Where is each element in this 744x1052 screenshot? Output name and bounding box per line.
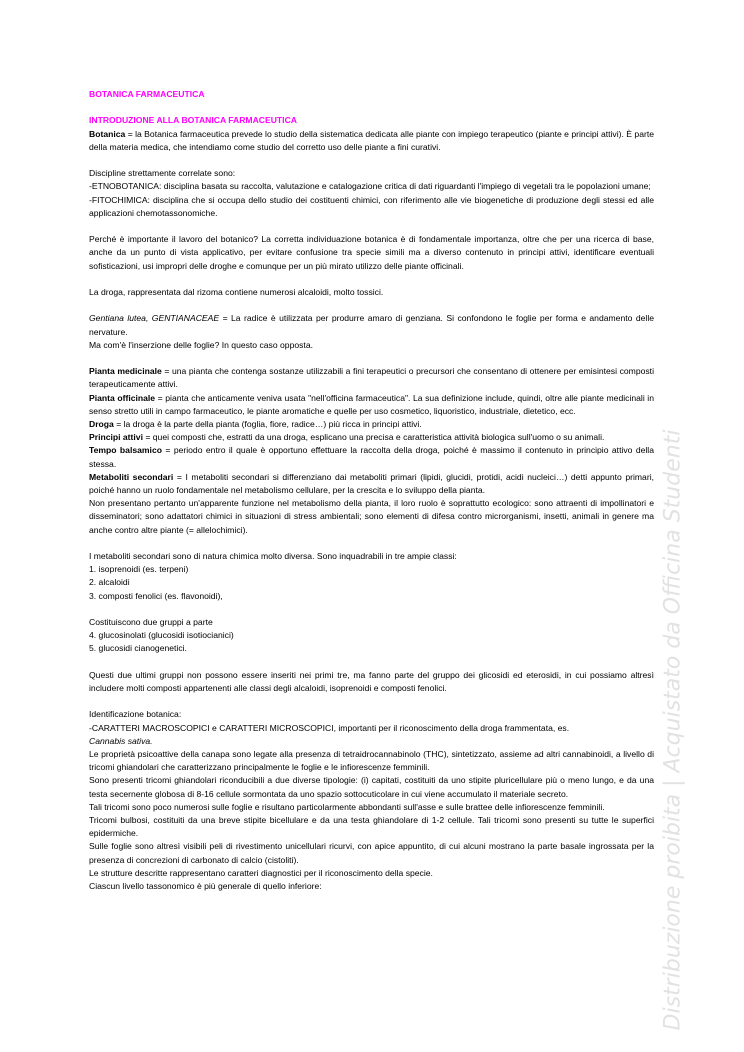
- cannabis-name: Cannabis sativa.: [89, 735, 153, 746]
- perche-paragraph: Perché è importante il lavoro del botanico? La corretta individuazione botanica è di fondamentale importanza, oltre che per una ricerca di base, anche da un punto di vista applicativo, per evitare confusione tra specie simili ma a diverso contenuto in principi attivi, identificare eventuali sofisticazioni, usi impropri delle droghe e comunque per un più mirato utilizzo delle piante officinali.: [89, 234, 654, 271]
- strutture-paragraph: Le strutture descritte rappresentano caratteri diagnostici per il riconoscimento della specie.: [89, 867, 433, 878]
- list-item: 5. glucosidi cianogenetici.: [89, 643, 187, 654]
- term-pianta-officinale: Pianta officinale: [89, 392, 156, 403]
- metaboliti-secondari-definition: = I metaboliti secondari si differenziano dai metaboliti primari (lipidi, glucidi, protidi, acidi nucleici…) detti appunto primari, poiché hanno un ruolo fondamentale nel metabolismo cellulare, per la crescita e lo sviluppo della pianta.: [89, 471, 654, 495]
- watermark: [660, 429, 686, 1031]
- bulbosi-paragraph: Tricomi bulbosi, costituiti da una breve stipite bicellulare e da una testa ghiandolare di 1-2 cellule. Tali tricomi sono presenti su tutte le superfici epidermiche.: [89, 815, 654, 839]
- fitochimica-paragraph: -FITOCHIMICA: disciplina che si occupa dello studio dei costituenti chimici, con riferimento alle vie biogenetiche di produzione degli stessi ed alle applicazioni chemotassonomiche.: [89, 194, 654, 218]
- droga-definition: = la droga è la parte della pianta (foglia, fiore, radice…) più ricca in principi attivi.: [113, 418, 422, 429]
- pianta-officinale-paragraph: [89, 392, 654, 418]
- droga-rizoma-paragraph: La droga, rappresentata dal rizoma contiene numerosi alcaloidi, molto tossici.: [89, 286, 384, 297]
- list-item: 3. composti fenolici (es. flavonoidi),: [89, 590, 223, 601]
- gentiana-name: Gentiana lutea, GENTIANACEAE: [89, 313, 220, 324]
- term-droga: Droga: [89, 418, 114, 429]
- metaboliti-classi-paragraph: I metaboliti secondari sono di natura chimica molto diversa. Sono inquadrabili in tre ampie classi:: [89, 551, 457, 561]
- document-title: BOTANICA FARMACEUTICA: [89, 89, 205, 99]
- tricomi-paragraph: Sono presenti tricomi ghiandolari riconducibili a due diverse tipologie: (i) capitati, costituiti da uno stipite pluricellulare più o meno lungo, e da una testa secernente globosa di 8-16 cellule sormontata da uno spazio sottocuticolare in cui viene accumulato il materiale secreto.: [89, 775, 654, 799]
- list-item: 2. alcaloidi: [89, 577, 130, 588]
- discipline-intro: Discipline strettamente correlate sono:: [89, 168, 236, 179]
- term-botanica: Botanica: [89, 128, 126, 139]
- caratteri-text: -CARATTERI MACROSCOPICI e CARATTERI MICROSCOPICI, importanti per il riconoscimento della droga frammentata, es.: [89, 722, 570, 733]
- principi-attivi-definition: = quei composti che, estratti da una droga, esplicano una precisa e caratteristica attività biologica sull'uomo o su animali.: [142, 432, 605, 443]
- term-metaboliti-secondari: Metaboliti secondari: [89, 471, 174, 482]
- non-presentano-paragraph: Non presentano pertanto un'apparente funzione nel metabolismo della pianta, il loro ruolo è soprattutto ecologico: sono attraenti di impollinatori e disseminatori; sono adattatori chimici in situazioni di stress ambientali; sono elementi di difesa contro microrganismi, insetti, animali in genere ma anche contro altre piante (= allelochimici).: [89, 498, 654, 535]
- caratteri-paragraph: [89, 722, 654, 748]
- peli-paragraph: Sulle foglie sono altresì visibili peli di rivestimento unicellulari ricurvi, con apice appuntito, di cui alcuni mostrano la parte basale ingrossata per la presenza di concrezioni di carbonato di calcio (cistoliti).: [89, 841, 654, 865]
- etnobotanica-paragraph: -ETNOBOTANICA: disciplina basata su raccolta, valutazione e catalogazione critica di dati riguardanti l'impiego di vegetali tra le popolazioni umane;: [89, 181, 651, 192]
- botanica-definition: = la Botanica farmaceutica prevede lo studio della sistematica dedicata alle piante con impiego terapeutico (piante e principi attivi). È parte della materia medica, che intendiamo come studio del corretto uso delle piante a fini curativi.: [89, 128, 654, 152]
- tempo-balsamico-paragraph: [89, 444, 654, 470]
- list-item: 4. glucosinolati (glucosidi isotiocianici): [89, 630, 234, 641]
- tempo-balsamico-definition: = periodo entro il quale è opportuno effettuare la raccolta della droga, poiché è massimo il contenuto in principio attivo della stessa.: [89, 445, 654, 469]
- document-page: [89, 88, 654, 893]
- term-pianta-medicinale: Pianta medicinale: [89, 366, 162, 377]
- term-tempo-balsamico: Tempo balsamico: [89, 445, 162, 456]
- pianta-medicinale-paragraph: [89, 365, 654, 391]
- pianta-officinale-definition: = pianta che anticamente veniva usata "nell'officina farmaceutica". La sua definizione include, quindi, oltre alle piante medicinali in senso stretto utili in campo farmaceutico, le piante aromatiche e quelle per uso cosmetico, liquoristico, industriale, dietetico, ecc.: [89, 392, 654, 416]
- gruppi-intro: Costituiscono due gruppi a parte: [89, 617, 213, 627]
- term-principi-attivi: Principi attivi: [89, 432, 143, 443]
- identificazione-heading: Identificazione botanica:: [89, 709, 182, 720]
- section-heading: INTRODUZIONE ALLA BOTANICA FARMACEUTICA: [89, 115, 297, 126]
- tali-tricomi-paragraph: Tali tricomi sono poco numerosi sulle foglie e risultano particolarmente abbondanti sull'asse e sulle brattee delle infiorescenze femminili.: [89, 801, 605, 812]
- list-item: 1. isoprenoidi (es. terpeni): [89, 564, 189, 575]
- metaboliti-secondari-paragraph: [89, 471, 654, 497]
- inserzione-paragraph: Ma com'è l'inserzione delle foglie? In questo caso opposta.: [89, 339, 313, 350]
- pianta-medicinale-definition: = una pianta che contenga sostanze utilizzabili a fini terapeutici o precursori che consentano di ottenere per emisintesi composti terapeuticamente attivi.: [89, 366, 654, 390]
- questi-paragraph: Questi due ultimi gruppi non possono essere inseriti nei primi tre, ma fanno parte del gruppo dei glicosidi ed eterosidi, in cui possiamo altresì includere molti composti appartenenti alle classi degli alcaloidi, isoprenoidi e composti fenolici.: [89, 669, 654, 693]
- gentiana-paragraph: [89, 312, 654, 338]
- principi-attivi-paragraph: [89, 431, 654, 444]
- droga-paragraph: [89, 418, 654, 431]
- botanica-paragraph: [89, 128, 654, 154]
- watermark-text: Distribuzione proibita | Acquistato da Officina Studenti: [660, 429, 686, 1031]
- ciascun-paragraph: Ciascun livello tassonomico è più generale di quello inferiore:: [89, 881, 322, 892]
- proprieta-paragraph: Le proprietà psicoattive della canapa sono legate alla presenza di tetraidrocannabinolo (THC), sintetizzato, assieme ad altri cannabinoidi, a livello di tricomi ghiandolari che caratterizzano principalmente le foglie e le infiorescenze femminili.: [89, 749, 654, 773]
- gentiana-text: = La radice è utilizzata per produrre amaro di genziana. Si confondono le foglie per forma e andamento delle nervature.: [89, 313, 655, 337]
